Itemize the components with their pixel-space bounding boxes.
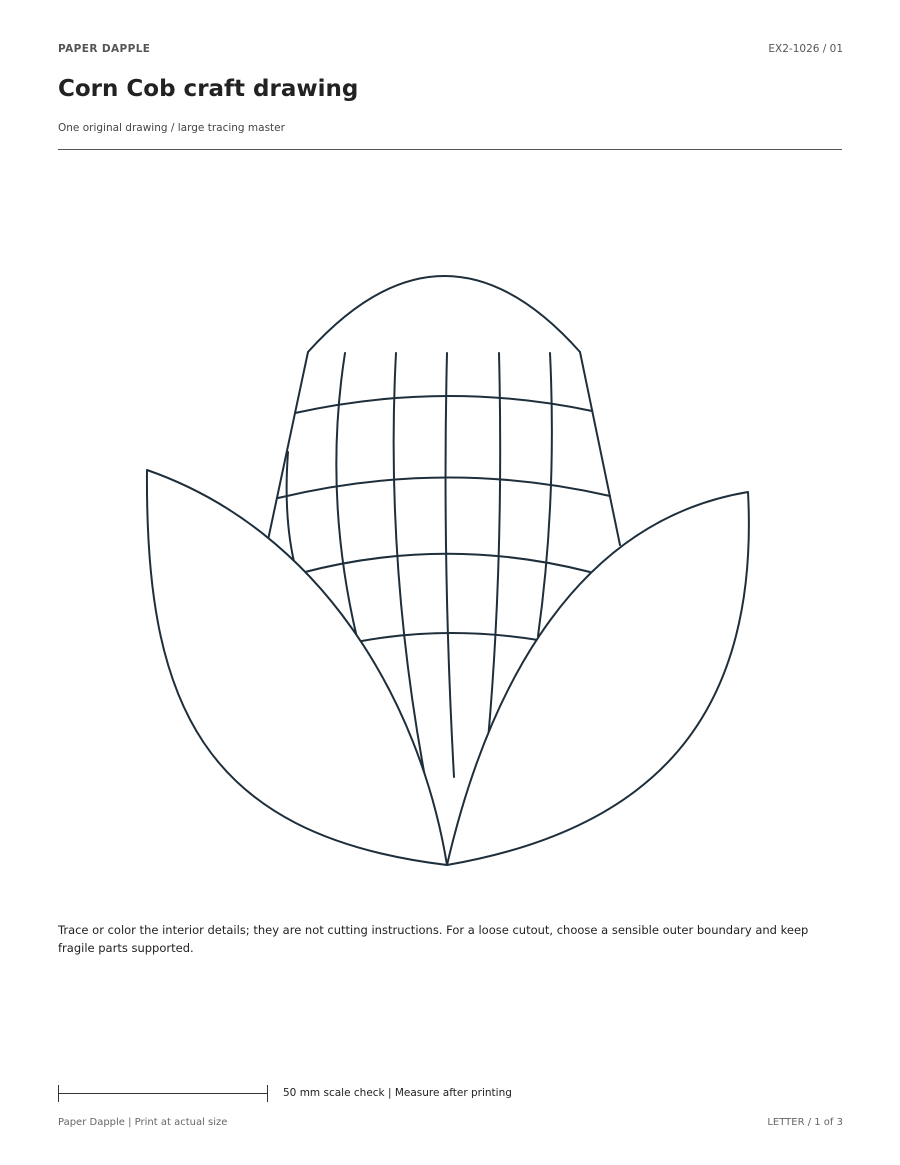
scale-check-label: 50 mm scale check | Measure after printing: [283, 1087, 512, 1099]
kernel-column-5: [488, 353, 500, 740]
scale-bar-end-tick: [267, 1085, 268, 1102]
document-code: EX2-1026 / 01: [768, 43, 843, 55]
footer-page-info: LETTER / 1 of 3: [767, 1117, 843, 1128]
scale-bar-line: [58, 1093, 267, 1094]
brand-name: PAPER DAPPLE: [58, 43, 151, 55]
husk-leaves: [147, 470, 749, 865]
cob-top-outline: [308, 276, 580, 352]
scale-bar: [58, 1085, 268, 1103]
kernel-row-2: [278, 477, 610, 498]
footer-print-note: Paper Dapple | Print at actual size: [58, 1117, 228, 1128]
kernel-column-2: [336, 353, 360, 650]
instructions-text: Trace or color the interior details; they are not cutting instructions. For a loose cutout, choose a sensible outer boundary and keep fragile parts supported.: [58, 923, 809, 955]
kernel-column-6: [538, 353, 552, 636]
left-husk-leaf: [147, 470, 447, 865]
page-subtitle: One original drawing / large tracing master: [58, 122, 285, 134]
cob-right-edge: [580, 352, 620, 545]
kernel-column-1: [287, 452, 296, 570]
kernel-column-4: [446, 353, 454, 777]
page-title: Corn Cob craft drawing: [58, 76, 359, 102]
